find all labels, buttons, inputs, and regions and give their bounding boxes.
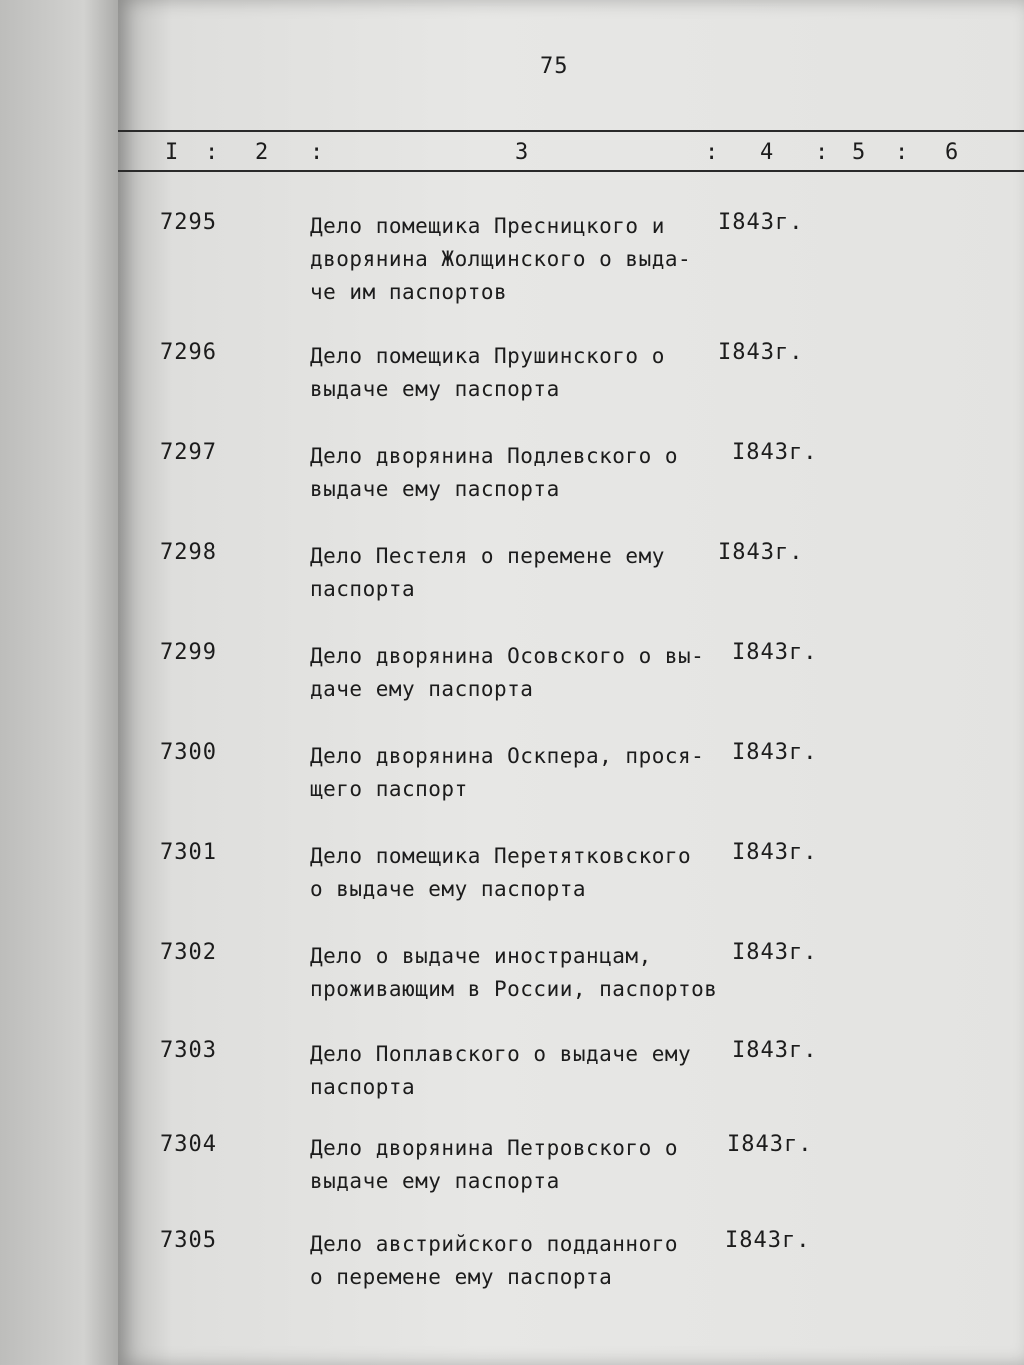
entry-description: Дело дворянина Оскпера, прося- щего паспорт xyxy=(310,744,705,801)
entry-date: I843г. xyxy=(727,1132,813,1157)
column-header: 6 xyxy=(945,140,959,165)
column-header: 2 xyxy=(255,140,269,165)
entry-number: 7299 xyxy=(160,640,217,665)
header-rule-top xyxy=(118,130,1024,132)
entry-description: Дело Поплавского о выдаче ему паспорта xyxy=(310,1042,692,1099)
entry-description: Дело о выдаче иностранцам, проживающим в России, паспортов xyxy=(310,944,718,1001)
entry-description: Дело дворянина Петровского о выдаче ему паспорта xyxy=(310,1136,679,1193)
column-header: 3 xyxy=(515,140,529,165)
entry-date: I843г. xyxy=(732,640,818,665)
entry-date: I843г. xyxy=(732,440,818,465)
entry-date: I843г. xyxy=(732,1038,818,1063)
column-header: : xyxy=(310,140,324,165)
column-header: : xyxy=(815,140,829,165)
entry-description: Дело помещика Пресницкого и дворянина Жолщинского о выда- че им паспортов xyxy=(310,214,692,304)
entry-description: Дело дворянина Осовского о вы- даче ему паспорта xyxy=(310,644,705,701)
entry-description: Дело австрийского подданного о перемене ему паспорта xyxy=(310,1232,679,1289)
entry-date: I843г. xyxy=(732,840,818,865)
entry-date: I843г. xyxy=(732,740,818,765)
entry-number: 7303 xyxy=(160,1038,217,1063)
entry-description: Дело помещика Перетятковского о выдаче ему паспорта xyxy=(310,844,692,901)
entry-number: 7304 xyxy=(160,1132,217,1157)
entry-number: 7295 xyxy=(160,210,217,235)
left-page-edge xyxy=(0,0,120,1365)
entry-number: 7297 xyxy=(160,440,217,465)
entry-date: I843г. xyxy=(718,210,804,235)
entry-description: Дело помещика Прушинского о выдаче ему паспорта xyxy=(310,344,665,401)
entry-number: 7300 xyxy=(160,740,217,765)
entry-number: 7301 xyxy=(160,840,217,865)
entry-number: 7298 xyxy=(160,540,217,565)
entry-date: I843г. xyxy=(732,940,818,965)
column-header: : xyxy=(895,140,909,165)
entry-date: I843г. xyxy=(718,340,804,365)
entry-date: I843г. xyxy=(718,540,804,565)
entry-description: Дело дворянина Подлевского о выдаче ему паспорта xyxy=(310,444,679,501)
column-header: 4 xyxy=(760,140,774,165)
entry-number: 7302 xyxy=(160,940,217,965)
column-header: : xyxy=(705,140,719,165)
column-header: I xyxy=(165,140,179,165)
page-number: 75 xyxy=(540,54,569,79)
entry-number: 7305 xyxy=(160,1228,217,1253)
header-rule-bottom xyxy=(118,170,1024,172)
column-header: : xyxy=(205,140,219,165)
entry-date: I843г. xyxy=(725,1228,811,1253)
column-header: 5 xyxy=(852,140,866,165)
entry-number: 7296 xyxy=(160,340,217,365)
entry-description: Дело Пестеля о перемене ему паспорта xyxy=(310,544,665,601)
